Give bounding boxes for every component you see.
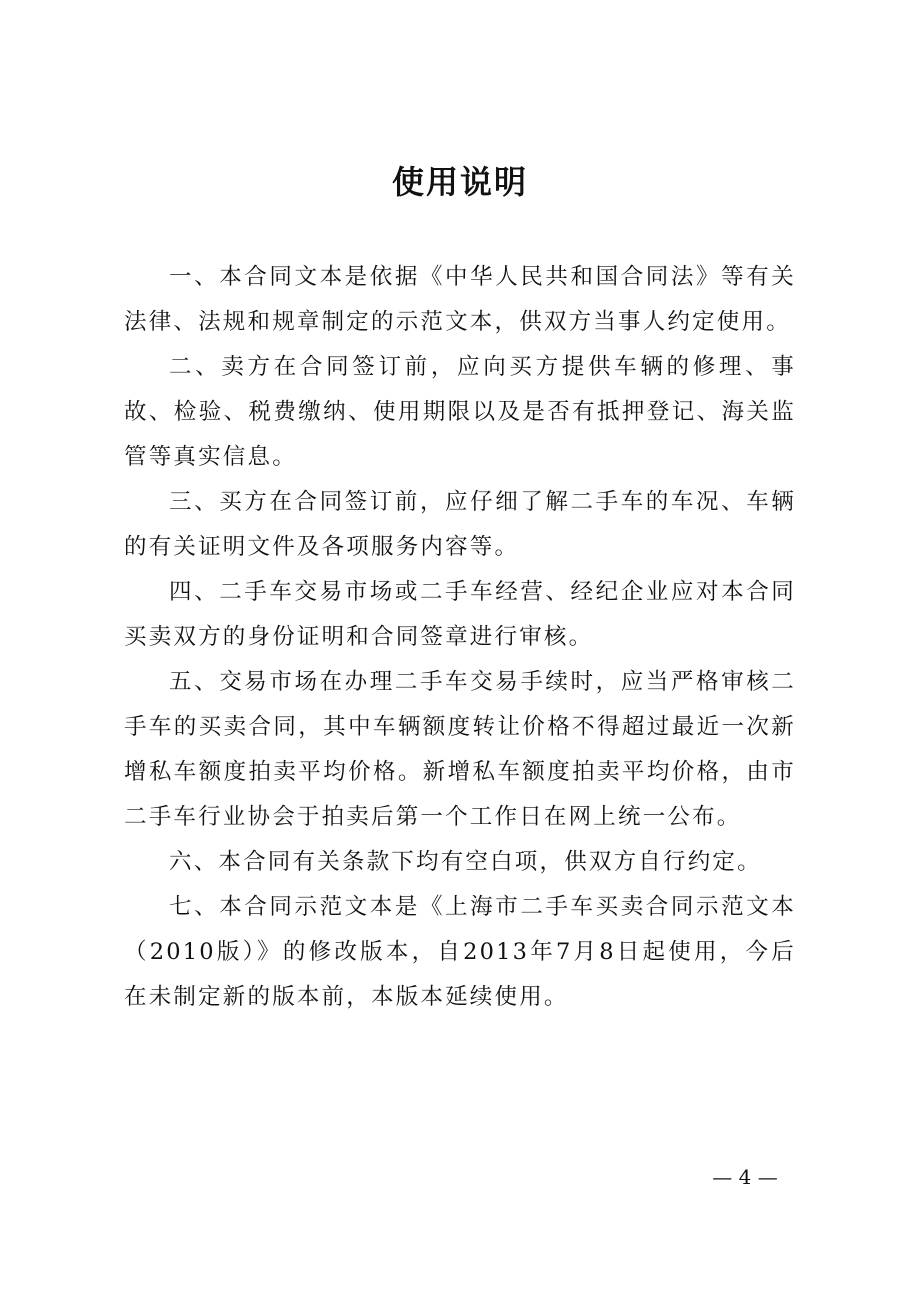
instruction-paragraph-5: 五、交易市场在办理二手车交易手续时，应当严格审核二手车的买卖合同，其中车辆额度转让价格不得超过最近一次新增私车额度拍卖平均价格。新增私车额度拍卖平均价格，由市二手车行业协会于拍卖后第一个工作日在网上统一公布。 xyxy=(124,669,796,830)
instruction-paragraph-6: 六、本合同有关条款下均有空白项，供双方自行约定。 xyxy=(169,849,762,875)
instructions-body xyxy=(124,255,796,1020)
instruction-paragraph-1: 一、本合同文本是依据《中华人民共和国合同法》等有关法律、法规和规章制定的示范文本，供双方当事人约定使用。 xyxy=(124,264,796,335)
instruction-paragraph-3: 三、买方在合同签订前，应仔细了解二手车的车况、车辆的有关证明文件及各项服务内容等。 xyxy=(124,489,796,560)
page-title: 使用说明 xyxy=(391,163,528,201)
page-number: — 4 — xyxy=(712,1165,778,1189)
instruction-paragraph-4: 四、二手车交易市场或二手车经营、经纪企业应对本合同买卖双方的身份证明和合同签章进行审核。 xyxy=(124,579,796,650)
instruction-paragraph-7: 七、本合同示范文本是《上海市二手车买卖合同示范文本（2010版）》的修改版本，自2013年7月8日起使用，今后在未制定新的版本前，本版本延续使用。 xyxy=(124,894,796,1010)
instruction-paragraph-2: 二、卖方在合同签订前，应向买方提供车辆的修理、事故、检验、税费缴纳、使用期限以及是否有抵押登记、海关监管等真实信息。 xyxy=(124,354,796,470)
